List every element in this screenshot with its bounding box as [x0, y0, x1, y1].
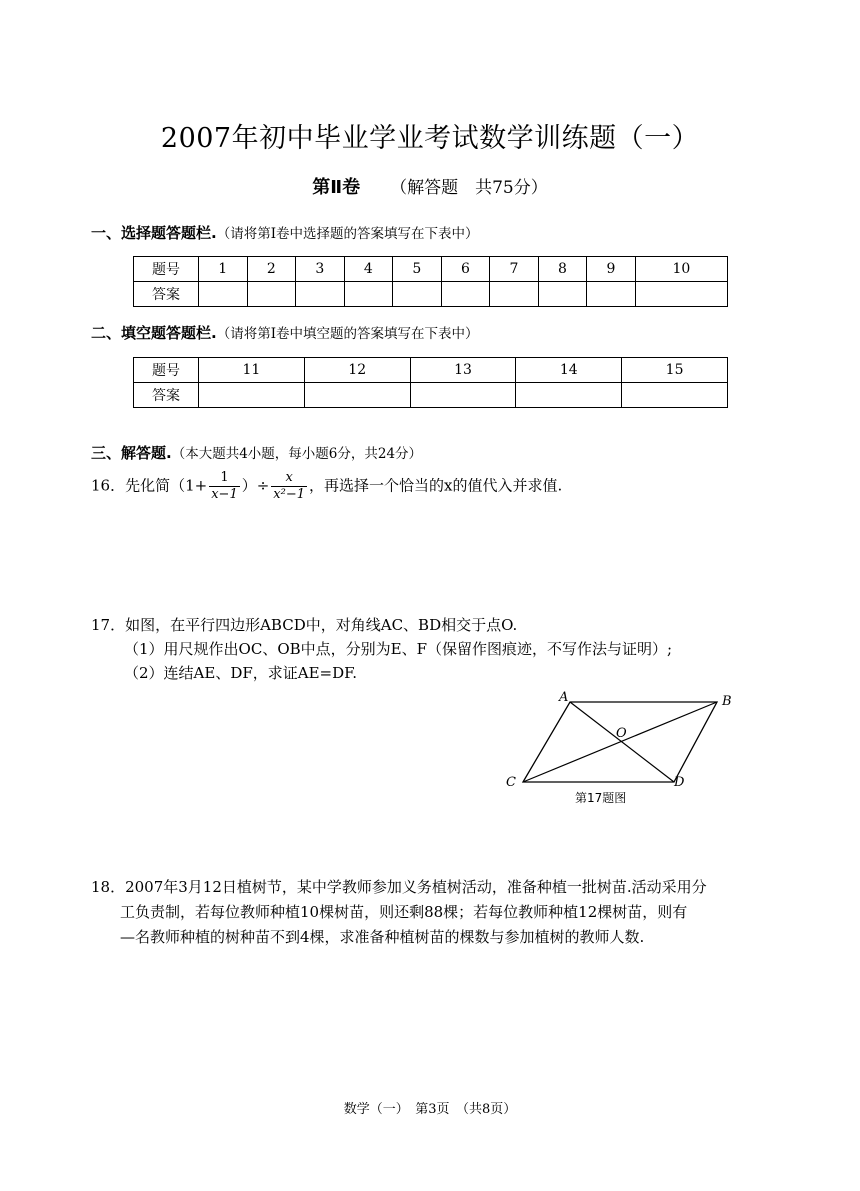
row-label-question: 题号	[134, 257, 199, 282]
question-18-line2: 工负责制，若每位教师种植10棵树苗，则还剩88棵；若每位教师种植12棵树苗，则有	[120, 903, 688, 921]
answer-cell[interactable]	[622, 383, 728, 408]
page-title: 2007年初中毕业学业考试数学训练题（一）	[160, 123, 700, 154]
center-label-o: O	[616, 726, 627, 741]
question-number: 3	[296, 257, 345, 282]
question-number: 13	[410, 358, 516, 383]
question-number: 15	[622, 358, 728, 383]
question-number: 12	[304, 358, 410, 383]
question-18-line3: —名教师种植的树种苗不到4棵，求准备种植树苗的棵数与参加植树的教师人数.	[120, 928, 645, 946]
question-number: 8	[538, 257, 587, 282]
choice-answer-table	[133, 256, 728, 307]
volume-info: （解答题 共75分）	[390, 178, 548, 198]
parallelogram-figure	[495, 685, 745, 810]
diagonal-bc	[523, 702, 717, 782]
answer-cell[interactable]	[344, 282, 393, 307]
vertex-label-b: B	[722, 694, 732, 709]
question-number: 10	[635, 257, 727, 282]
question-number: 2	[247, 257, 296, 282]
fraction-2: $\frac{x}{\text{x²−1}}$	[273, 470, 306, 502]
answer-cell[interactable]	[538, 282, 587, 307]
question-number: 14	[516, 358, 622, 383]
answer-cell[interactable]	[490, 282, 539, 307]
vertex-label-c: C	[506, 775, 516, 790]
answer-cell[interactable]	[587, 282, 636, 307]
volume-label: 第Ⅱ卷	[312, 177, 361, 198]
answer-cell[interactable]	[516, 383, 622, 408]
vertex-label-a: A	[559, 690, 569, 705]
answer-cell[interactable]	[393, 282, 442, 307]
answer-cell[interactable]	[199, 282, 248, 307]
row-label-question: 题号	[134, 358, 199, 383]
answer-cell[interactable]	[441, 282, 490, 307]
fill-answer-table	[133, 357, 728, 408]
question-number: 5	[393, 257, 442, 282]
diagonal-ad	[570, 702, 674, 782]
answer-cell[interactable]	[410, 383, 516, 408]
question-17-line3: （2）连结AE、DF，求证AE=DF.	[124, 664, 357, 682]
question-16: 16．先化简（1+ $\frac{1}{x-1}$ ）÷ $\frac{x}{\text{x²−1}}$ ，再选择一个恰当的x的值代入并求值.	[91, 470, 563, 502]
question-18-line1: 18．2007年3月12日植树节，某中学教师参加义务植树活动，准备种植一批树苗.活动采用分	[91, 878, 707, 896]
page-footer: 数学（一） 第3页 （共8页）	[343, 1102, 517, 1117]
answer-cell[interactable]	[247, 282, 296, 307]
section1-heading: 一、选择题答题栏.（请将第Ⅰ卷中选择题的答案填写在下表中）	[91, 224, 479, 242]
question-number: 7	[490, 257, 539, 282]
table-row	[134, 383, 728, 408]
page-subtitle	[0, 173, 860, 199]
row-label-answer: 答案	[134, 282, 199, 307]
question-number: 6	[441, 257, 490, 282]
vertex-label-d: D	[674, 775, 685, 790]
section2-heading: 二、填空题答题栏.（请将第Ⅰ卷中填空题的答案填写在下表中）	[91, 324, 479, 342]
question-number: 11	[199, 358, 305, 383]
table-row	[134, 282, 728, 307]
fraction-1: $\frac{1}{x-1}$	[211, 470, 238, 502]
answer-cell[interactable]	[635, 282, 727, 307]
row-label-answer: 答案	[134, 383, 199, 408]
answer-cell[interactable]	[199, 383, 305, 408]
table-row	[134, 358, 728, 383]
question-17-line1: 17．如图，在平行四边形ABCD中，对角线AC、BD相交于点O.	[91, 616, 518, 634]
section3-heading: 三、解答题.（本大题共4小题，每小题6分，共24分）	[91, 444, 423, 462]
table-row	[134, 257, 728, 282]
answer-cell[interactable]	[304, 383, 410, 408]
answer-cell[interactable]	[296, 282, 345, 307]
question-number: 1	[199, 257, 248, 282]
question-number: 4	[344, 257, 393, 282]
question-number: 9	[587, 257, 636, 282]
figure-caption: 第17题图	[575, 791, 627, 805]
question-17-line2: （1）用尺规作出OC、OB中点，分别为E、F（保留作图痕迹，不写作法与证明）;	[124, 640, 673, 658]
